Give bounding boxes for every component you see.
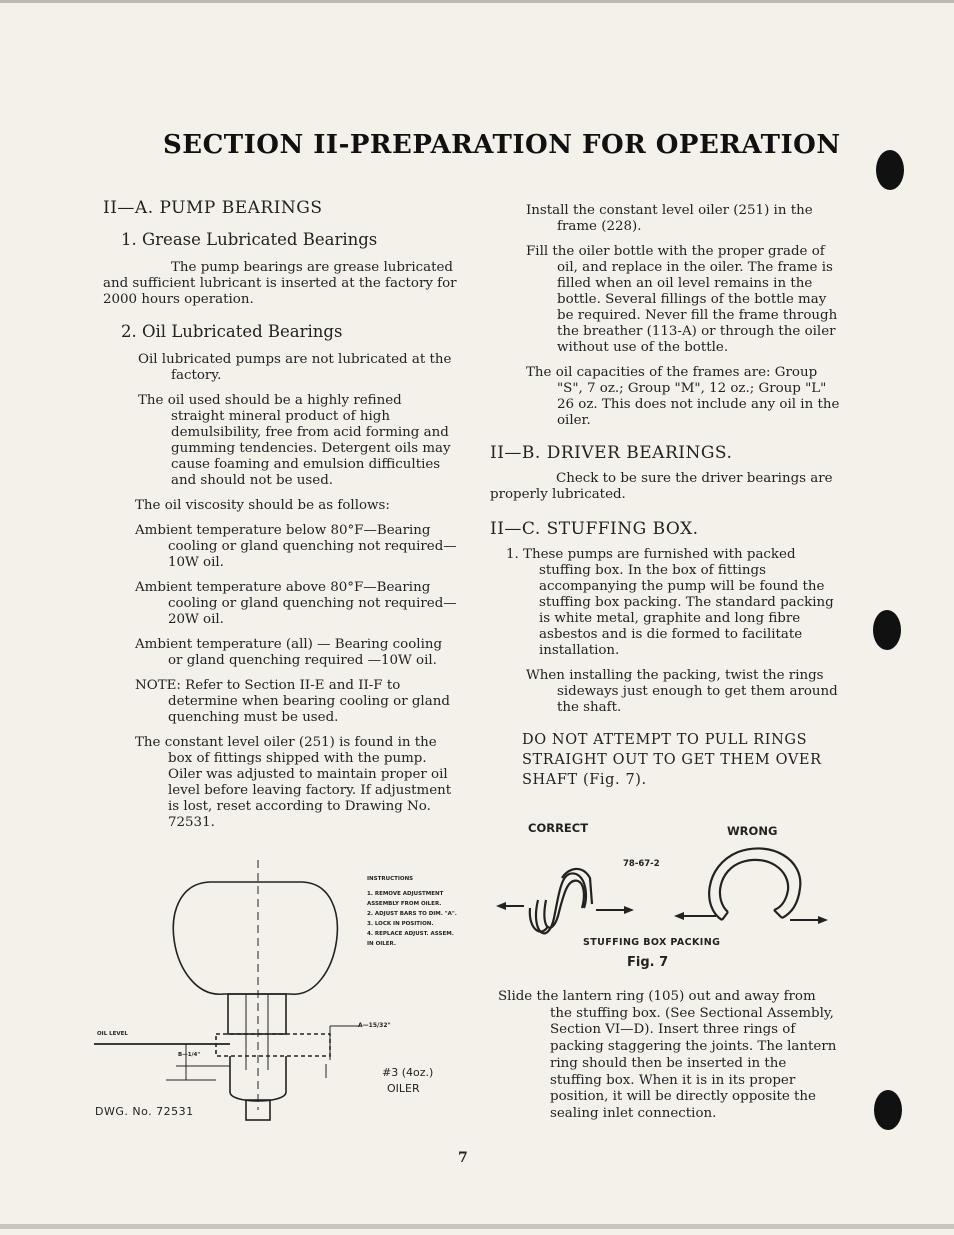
- paragraph-oil-capacities: The oil capacities of the frames are: Group "S", 7 oz.; Group "M", 12 oz.; Group "L" 26 oz. This does not include any oil in the oiler.: [526, 365, 840, 428]
- paragraph-oil-factory: Oil lubricated pumps are not lubricated at the factory.: [138, 352, 452, 383]
- fig-number: Fig. 7: [627, 955, 669, 970]
- paragraph-ambient-all: Ambient temperature (all) — Bearing cooling or gland quenching required —10W oil.: [135, 637, 443, 668]
- correct-ring-twisted: [530, 869, 592, 933]
- oiler-size: #3 (4oz.): [382, 1066, 434, 1079]
- label-dim-b: B—1/4": [178, 1052, 201, 1058]
- left-column: [103, 198, 458, 840]
- paragraph-viscosity: The oil viscosity should be as follows:: [135, 498, 390, 513]
- paragraph-oil-type: The oil used should be a highly refined straight mineral product of high demulsibility, free from acid forming and gumming tendencies. Detergent oils may cause foaming and emulsion difficulties and should not be used.: [138, 393, 451, 488]
- paragraph-driver: Check to be sure the driver bearings are properly lubricated.: [490, 471, 833, 502]
- drawing-code: 78-67-2: [623, 859, 660, 869]
- paragraph-grease: The pump bearings are grease lubricated and sufficient lubricant is inserted at the factory for 2000 hours operation.: [103, 260, 457, 307]
- correct-arrow-right: [596, 906, 634, 914]
- label-wrong: WRONG: [727, 824, 778, 838]
- oiler-name: OILER: [387, 1082, 420, 1095]
- instructions-title: INSTRUCTIONS: [367, 876, 414, 882]
- paragraph-packed-box: 1. These pumps are furnished with packed stuffing box. In the box of fittings accompanying the pump will be found the stuffing box packing. The standard packing is white metal, graphite and long fibre asbestos and is die formed to facilitate installation.: [506, 547, 834, 658]
- right-column: [490, 203, 845, 804]
- oiler-neck: [228, 994, 286, 1034]
- instruction-line: 2. ADJUST BARS TO DIM. "A".: [367, 911, 457, 917]
- label-oil-level: OIL LEVEL: [97, 1031, 128, 1037]
- label-correct: CORRECT: [528, 821, 589, 835]
- paragraph-constant-oiler: The constant level oiler (251) is found in the box of fittings shipped with the pump. Oiler was adjusted to maintain proper oil level before leaving factory. If adjustment is lost, reset according to Drawing No. 72531.: [135, 735, 452, 830]
- paragraph-ambient-below: Ambient temperature below 80°F—Bearing cooling or gland quenching not required—10W oil.: [135, 523, 457, 570]
- wrong-arrow-right: [790, 916, 828, 924]
- instruction-line: 4. REPLACE ADJUST. ASSEM.: [367, 931, 454, 937]
- paragraph-twist-rings: When installing the packing, twist the rings sideways just enough to get them around the shaft.: [526, 668, 838, 715]
- correct-arrow-left: [496, 902, 524, 910]
- oiler-bottle: [173, 882, 337, 994]
- heading-grease-bearings: 1. Grease Lubricated Bearings: [121, 230, 378, 249]
- instruction-line: 1. REMOVE ADJUSTMENT: [367, 891, 444, 897]
- punch-hole-bottom: [874, 1090, 902, 1130]
- wrong-arrow-left: [674, 912, 716, 920]
- top-edge: [0, 0, 954, 3]
- page-number: 7: [458, 1150, 468, 1166]
- paragraph-install-oiler: Install the constant level oiler (251) in the frame (228).: [526, 203, 813, 234]
- page-title: SECTION II-PREPARATION FOR OPERATION: [163, 130, 841, 160]
- heading-stuffing-box: II—C. STUFFING BOX.: [490, 519, 699, 539]
- oiler-body: [216, 1034, 330, 1056]
- paragraph-ambient-above: Ambient temperature above 80°F—Bearing cooling or gland quenching not required—20W oil.: [135, 580, 457, 627]
- punch-hole-top: [876, 150, 904, 190]
- heading-pump-bearings: II—A. PUMP BEARINGS: [103, 198, 323, 218]
- instructions-list: [367, 889, 457, 949]
- paragraph-fill-bottle: Fill the oiler bottle with the proper grade of oil, and replace in the oiler. The frame is filled when an oil level remains in the bottle. Several fillings of the bottle may be required. Never fill the frame through the breather (113-A) or through the oiler without use of the bottle.: [526, 244, 838, 355]
- label-dim-a: A—15/32": [358, 1022, 391, 1029]
- heading-oil-bearings: 2. Oil Lubricated Bearings: [121, 322, 343, 341]
- wrong-ring-open: [709, 848, 800, 920]
- fig-caption: STUFFING BOX PACKING: [583, 937, 721, 948]
- warning-text: DO NOT ATTEMPT TO PULL RINGS STRAIGHT OUT TO GET THEM OVER SHAFT (Fig. 7).: [522, 732, 822, 788]
- paragraph-lantern-ring: Slide the lantern ring (105) out and away from the stuffing box. (See Sectional Assembly, Section VI—D). Insert three rings of packing staggering the joints. The lantern ring should then be inserted in the stuffing box. When it is in its proper position, it will be directly opposite the sealing inlet connection.: [498, 989, 837, 1121]
- instruction-line: 3. LOCK IN POSITION.: [367, 921, 434, 927]
- punch-hole-middle: [873, 610, 901, 650]
- instruction-line: IN OILER.: [367, 941, 396, 947]
- slide-paragraph-wrap: [498, 989, 838, 1132]
- drawing-number: DWG. No. 72531: [95, 1105, 194, 1118]
- instruction-line: ASSEMBLY FROM OILER.: [367, 901, 442, 907]
- packing-diagram: [490, 838, 840, 948]
- paragraph-note: NOTE: Refer to Section II-E and II-F to determine when bearing cooling or gland quenching must be used.: [135, 678, 450, 725]
- heading-driver-bearings: II—B. DRIVER BEARINGS.: [490, 443, 733, 463]
- bottom-edge: [0, 1224, 954, 1229]
